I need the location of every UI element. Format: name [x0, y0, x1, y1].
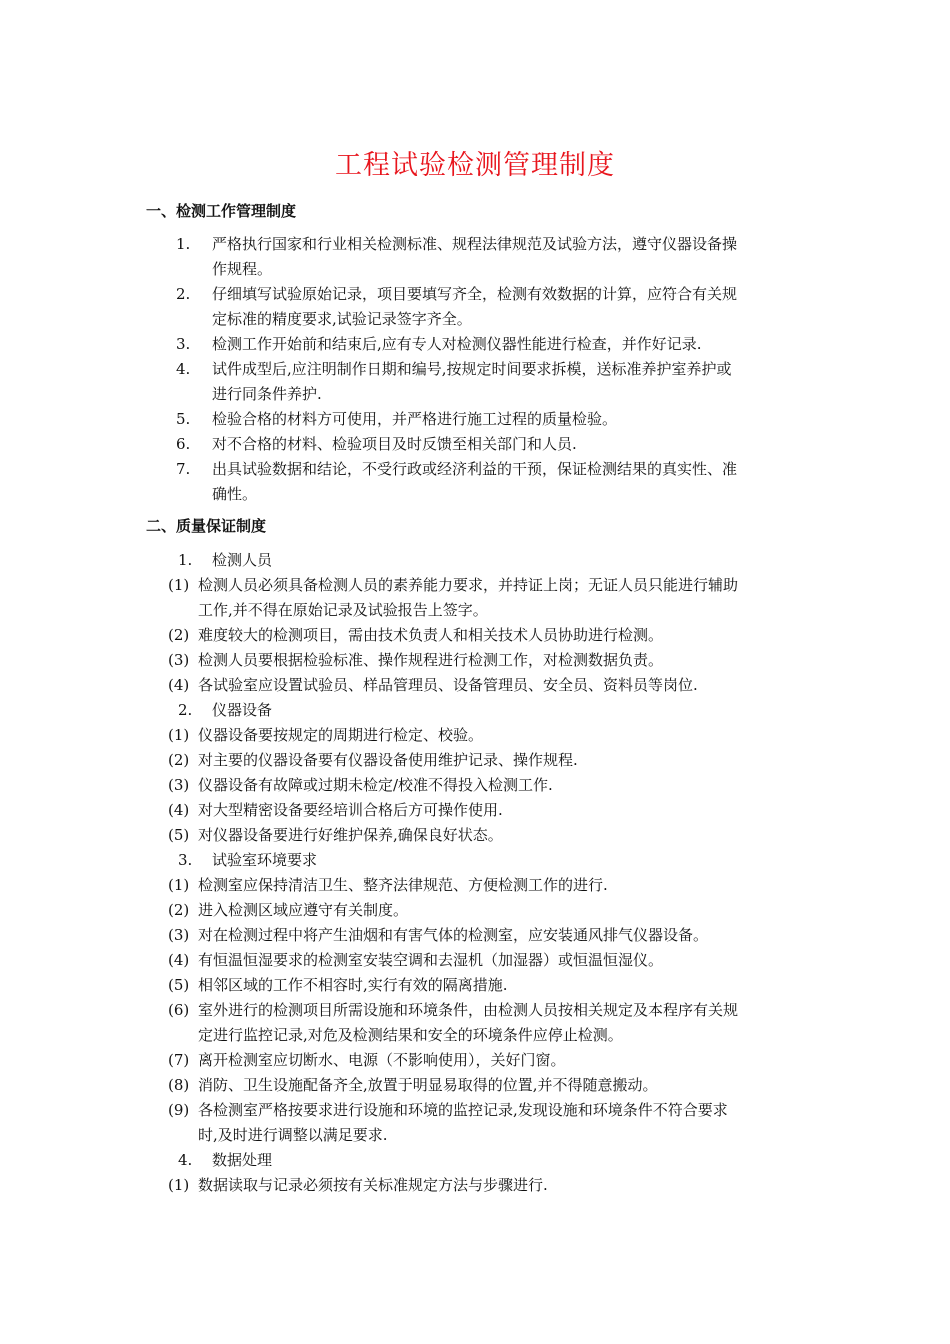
- list-item-text: 严格执行国家和行业相关检测标准、规程法律规范及试验方法，遵守仪器设备操: [212, 235, 738, 253]
- list-item-text: 作规程。: [212, 260, 273, 278]
- list-item-text: 定进行监控记录,对危及检测结果和安全的环境条件应停止检测。: [198, 1026, 623, 1044]
- list-item-number: 5.: [176, 410, 191, 428]
- list-item-text: 各检测室严格按要求进行设施和环境的监控记录,发现设施和环境条件不符合要求: [198, 1101, 728, 1119]
- subsection-title: 检测人员: [212, 551, 273, 569]
- subsection-title: 试验室环境要求: [212, 851, 318, 869]
- list-item-number: (3): [168, 926, 190, 944]
- subsection-number: 2.: [178, 701, 193, 719]
- list-item-text: 定标准的精度要求,试验记录签字齐全。: [212, 310, 472, 328]
- list-item-text: 试件成型后,应注明制作日期和编号,按规定时间要求拆模，送标准养护室养护或: [212, 360, 732, 378]
- subsection-title: 仪器设备: [212, 701, 273, 719]
- list-item-number: (1): [168, 1176, 190, 1194]
- list-item-number: (2): [168, 626, 190, 644]
- list-item-number: (4): [168, 801, 190, 819]
- list-item-number: (9): [168, 1101, 190, 1119]
- list-item-text: 对在检测过程中将产生油烟和有害气体的检测室，应安装通风排气仪器设备。: [198, 926, 709, 944]
- list-item-text: 数据读取与记录必须按有关标准规定方法与步骤进行.: [198, 1176, 548, 1194]
- list-item-text: 工作,并不得在原始记录及试验报告上签字。: [198, 601, 488, 619]
- list-item-text: 消防、卫生设施配备齐全,放置于明显易取得的位置,并不得随意搬动。: [198, 1076, 658, 1094]
- list-item-number: 2.: [176, 285, 191, 303]
- list-item-text: 检验合格的材料方可使用，并严格进行施工过程的质量检验。: [212, 410, 618, 428]
- list-item-number: (5): [168, 976, 190, 994]
- list-item-number: 3.: [176, 335, 191, 353]
- list-item-text: 对主要的仪器设备要有仪器设备使用维护记录、操作规程.: [198, 751, 578, 769]
- list-item-number: (7): [168, 1051, 190, 1069]
- list-item-text: 确性。: [212, 485, 258, 503]
- list-item-number: (1): [168, 876, 190, 894]
- list-item-number: (2): [168, 901, 190, 919]
- document-title: 工程试验检测管理制度: [335, 150, 615, 181]
- list-item-text: 难度较大的检测项目，需由技术负责人和相关技术人员协助进行检测。: [198, 626, 664, 644]
- list-item-text: 室外进行的检测项目所需设施和环境条件，由检测人员按相关规定及本程序有关规: [198, 1001, 739, 1019]
- subsection-number: 4.: [178, 1151, 193, 1169]
- subsection-number: 1.: [178, 551, 193, 569]
- list-item-text: 出具试验数据和结论，不受行政或经济利益的干预，保证检测结果的真实性、准: [212, 460, 738, 478]
- list-item-number: (1): [168, 576, 190, 594]
- list-item-number: (5): [168, 826, 190, 844]
- list-item-text: 进行同条件养护.: [212, 385, 322, 403]
- list-item-text: 相邻区域的工作不相容时,实行有效的隔离措施.: [198, 976, 508, 994]
- list-item-text: 对不合格的材料、检验项目及时反馈至相关部门和人员.: [212, 435, 577, 453]
- list-item-text: 对大型精密设备要经培训合格后方可操作使用.: [198, 801, 503, 819]
- list-item-text: 仔细填写试验原始记录，项目要填写齐全，检测有效数据的计算，应符合有关规: [212, 285, 738, 303]
- subsection-title: 数据处理: [212, 1151, 273, 1169]
- list-item-text: 检测人员要根据检验标准、操作规程进行检测工作，对检测数据负责。: [198, 651, 664, 669]
- list-item-text: 各试验室应设置试验员、样品管理员、设备管理员、安全员、资料员等岗位.: [198, 676, 698, 694]
- list-item-number: (8): [168, 1076, 190, 1094]
- list-item-text: 检测人员必须具备检测人员的素养能力要求，并持证上岗；无证人员只能进行辅助: [198, 576, 739, 594]
- list-item-number: 6.: [176, 435, 191, 453]
- list-item-number: (3): [168, 776, 190, 794]
- section-heading: 一、检测工作管理制度: [146, 202, 297, 220]
- list-item-number: (2): [168, 751, 190, 769]
- list-item-text: 检测室应保持清洁卫生、整齐法律规范、方便检测工作的进行.: [198, 876, 608, 894]
- subsection-number: 3.: [178, 851, 193, 869]
- list-item-text: 检测工作开始前和结束后,应有专人对检测仪器性能进行检查，并作好记录.: [212, 335, 702, 353]
- list-item-number: (1): [168, 726, 190, 744]
- list-item-number: 7.: [176, 460, 191, 478]
- list-item-text: 仪器设备有故障或过期未检定/校准不得投入检测工作.: [198, 776, 553, 794]
- list-item-text: 离开检测室应切断水、电源（不影响使用），关好门窗。: [198, 1051, 566, 1069]
- list-item-number: (3): [168, 651, 190, 669]
- list-item-text: 进入检测区域应遵守有关制度。: [198, 901, 409, 919]
- list-item-text: 对仪器设备要进行好维护保养,确保良好状态。: [198, 826, 503, 844]
- list-item-number: (6): [168, 1001, 190, 1019]
- list-item-text: 时,及时进行调整以满足要求.: [198, 1126, 388, 1144]
- list-item-text: 仪器设备要按规定的周期进行检定、校验。: [198, 726, 484, 744]
- list-item-number: 4.: [176, 360, 191, 378]
- list-item-number: (4): [168, 676, 190, 694]
- list-item-text: 有恒温恒湿要求的检测室安装空调和去湿机（加湿器）或恒温恒湿仪。: [198, 951, 664, 969]
- section-heading: 二、质量保证制度: [146, 517, 267, 535]
- list-item-number: 1.: [176, 235, 191, 253]
- list-item-number: (4): [168, 951, 190, 969]
